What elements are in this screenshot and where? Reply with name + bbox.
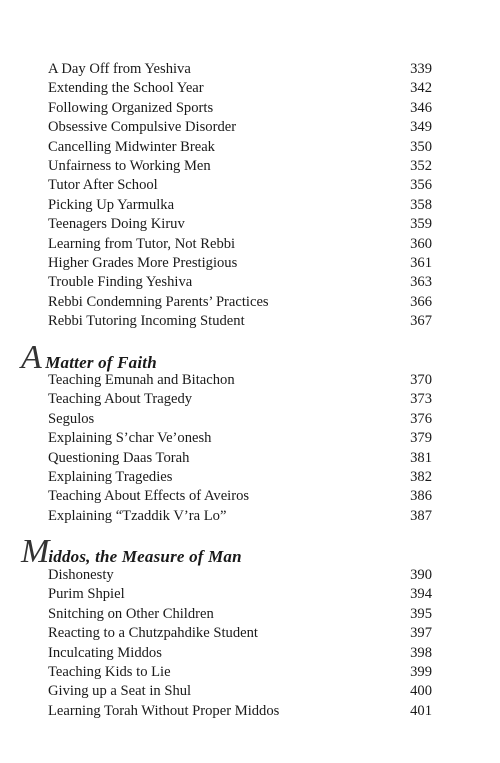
toc-entry-page: 390	[410, 567, 432, 583]
toc-entry[interactable]	[48, 624, 432, 643]
toc-entry-page: 394	[410, 586, 432, 603]
toc-entry[interactable]	[48, 60, 432, 79]
toc-entry-title: Teaching About Effects of Aveiros	[48, 488, 250, 505]
toc-entry-page: 387	[410, 507, 432, 524]
toc-entry-page: 397	[410, 625, 432, 642]
toc-entry-title: Explaining Tragedies	[48, 468, 173, 485]
toc-entry-title: Dishonesty	[48, 567, 114, 583]
toc-entry-page: 399	[410, 663, 432, 680]
section-heading-text: Matter of Faith	[40, 353, 157, 372]
toc-entry-page: 349	[410, 119, 432, 136]
toc-entry[interactable]	[48, 468, 432, 487]
toc-entry[interactable]	[48, 371, 432, 390]
toc-entry[interactable]	[48, 254, 432, 273]
toc-entry-page: 350	[410, 138, 432, 155]
toc-entry-title: A Day Off from Yeshiva	[48, 61, 191, 77]
toc-entry-title: Segulos	[48, 410, 95, 427]
toc-entry-page: 376	[410, 410, 432, 427]
section-heading-text: iddos, the Measure of Man	[48, 547, 242, 566]
toc-entry-title: Explaining S’char Ve’onesh	[48, 430, 212, 447]
toc-entry-title: Tutor After School	[48, 177, 158, 194]
toc-entry[interactable]	[48, 487, 432, 506]
toc-entry-title: Teaching About Tragedy	[48, 391, 193, 408]
toc-entry-title: Teaching Emunah and Bitachon	[48, 372, 235, 388]
toc-entry[interactable]	[48, 99, 432, 118]
toc-entry[interactable]	[48, 429, 432, 448]
toc-entry-title: Extending the School Year	[48, 80, 204, 97]
toc-entry-page: 342	[410, 80, 432, 97]
toc-entry[interactable]	[48, 176, 432, 195]
toc-entry-page: 386	[410, 488, 432, 505]
toc-entry[interactable]	[48, 196, 432, 215]
toc-entry-page: 356	[410, 177, 432, 194]
toc-entry-page: 359	[410, 216, 432, 233]
toc-entry-page: 400	[410, 683, 432, 700]
toc-entry-page: 373	[410, 391, 432, 408]
toc-entry-page: 367	[410, 313, 432, 330]
toc-section-2-list	[0, 371, 432, 526]
toc-entry-page: 395	[410, 605, 432, 622]
toc-entry-page: 382	[410, 468, 432, 485]
toc-entry-page: 361	[410, 254, 432, 271]
toc-entry-title: Learning from Tutor, Not Rebbi	[48, 235, 236, 252]
toc-entry-title: Cancelling Midwinter Break	[48, 138, 215, 155]
toc-entry-title: Picking Up Yarmulka	[48, 196, 175, 213]
toc-entry-page: 381	[410, 449, 432, 466]
toc-entry[interactable]	[48, 605, 432, 624]
toc-entry[interactable]	[48, 118, 432, 137]
toc-entry-title: Inculcating Middos	[48, 644, 162, 661]
toc-entry[interactable]	[48, 312, 432, 331]
toc-entry-title: Following Organized Sports	[48, 99, 214, 116]
toc-entry-title: Rebbi Tutoring Incoming Student	[48, 313, 245, 330]
toc-entry-title: Teaching Kids to Lie	[48, 663, 171, 680]
toc-entry[interactable]	[48, 215, 432, 234]
toc-entry[interactable]	[48, 449, 432, 468]
toc-entry-page: 398	[410, 644, 432, 661]
toc-entry-title: Obsessive Compulsive Disorder	[48, 119, 237, 136]
toc-entry-title: Higher Grades More Prestigious	[48, 254, 238, 271]
toc-entry-page: 346	[410, 99, 432, 116]
toc-entry-title: Snitching on Other Children	[48, 605, 214, 622]
toc-entry-page: 379	[410, 430, 432, 447]
toc-entry[interactable]	[48, 410, 432, 429]
toc-entry-page: 370	[410, 372, 432, 388]
toc-entry[interactable]	[48, 390, 432, 409]
toc-entry-title: Unfairness to Working Men	[48, 157, 211, 174]
toc-entry-title: Purim Shpiel	[48, 586, 125, 603]
section-heading-initial: A	[21, 339, 41, 376]
toc-entry[interactable]	[48, 663, 432, 682]
toc-entry[interactable]	[48, 138, 432, 157]
section-heading-initial: M	[21, 533, 49, 570]
toc-entry-page: 339	[410, 61, 432, 77]
toc-entry-page: 366	[410, 293, 432, 310]
toc-entry[interactable]	[48, 293, 432, 312]
toc-entry[interactable]	[48, 682, 432, 701]
toc-entry[interactable]	[48, 157, 432, 176]
toc-entry-page: 363	[410, 274, 432, 291]
toc-entry[interactable]	[48, 235, 432, 254]
toc-entry[interactable]	[48, 79, 432, 98]
toc-entry-title: Teenagers Doing Kiruv	[48, 216, 185, 233]
toc-entry-title: Learning Torah Without Proper Middos	[48, 702, 280, 719]
toc-entry-title: Explaining “Tzaddik V’ra Lo”	[48, 507, 227, 524]
toc-entry-title: Trouble Finding Yeshiva	[48, 274, 193, 291]
toc-entry-title: Giving up a Seat in Shul	[48, 683, 192, 700]
toc-entry[interactable]	[48, 644, 432, 663]
toc-entry[interactable]	[48, 702, 432, 721]
toc-entry-page: 401	[410, 702, 432, 719]
toc-entry[interactable]	[48, 273, 432, 292]
toc-entry-page: 358	[410, 196, 432, 213]
toc-entry-page: 352	[410, 157, 432, 174]
toc-section-3-list	[0, 566, 432, 721]
toc-section-1-list	[0, 60, 432, 331]
toc-entry[interactable]	[48, 507, 432, 526]
toc-entry-title: Questioning Daas Torah	[48, 449, 190, 466]
toc-entry-title: Reacting to a Chutzpahdike Student	[48, 625, 258, 642]
toc-entry[interactable]	[48, 585, 432, 604]
toc-entry[interactable]	[48, 566, 432, 585]
toc-entry-title: Rebbi Condemning Parents’ Practices	[48, 293, 269, 310]
toc-entry-page: 360	[410, 235, 432, 252]
